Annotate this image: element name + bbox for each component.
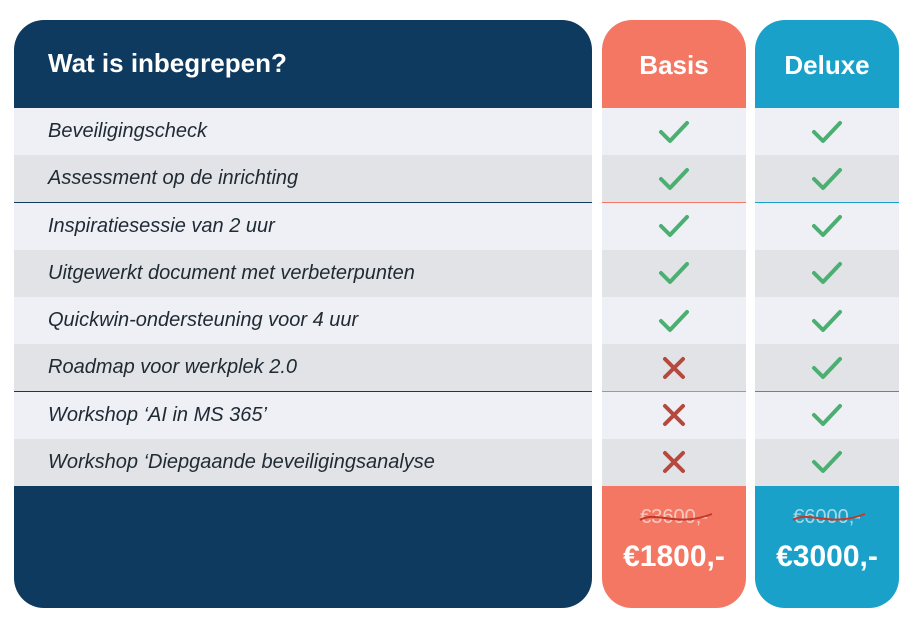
feature-label: Workshop ‘Diepgaande beveiligingsanalyse — [48, 450, 435, 473]
deluxe-plan-heading: Deluxe — [784, 50, 870, 80]
feature-label: Workshop ‘AI in MS 365’ — [48, 403, 267, 426]
table-row — [14, 203, 899, 250]
deluxe-check-icon — [755, 250, 899, 297]
deluxe-check-icon — [755, 439, 899, 486]
table-row — [14, 250, 899, 297]
feature-label: Inspiratiesessie van 2 uur — [48, 214, 275, 237]
table-row — [14, 297, 899, 344]
basis-check-icon — [602, 250, 746, 297]
deluxe-new-price: €3000,- — [776, 540, 878, 573]
basis-strikethrough-icon — [636, 504, 716, 530]
basis-check-icon — [602, 108, 746, 155]
deluxe-strikethrough-icon — [789, 504, 869, 530]
feature-table — [14, 108, 899, 486]
page-title: Wat is inbegrepen? — [48, 48, 287, 78]
table-row — [14, 392, 899, 439]
deluxe-check-icon — [755, 392, 899, 439]
basis-cross-icon — [602, 439, 746, 486]
basis-check-icon — [602, 203, 746, 250]
basis-old-price: €3600,- — [640, 506, 708, 528]
basis-new-price: €1800,- — [623, 540, 725, 573]
feature-label: Assessment op de inrichting — [48, 167, 299, 190]
basis-check-icon — [602, 155, 746, 202]
basis-cross-icon — [602, 344, 746, 391]
feature-label: Quickwin-ondersteuning voor 4 uur — [48, 309, 359, 331]
deluxe-check-icon — [755, 155, 899, 202]
deluxe-check-icon — [755, 108, 899, 155]
deluxe-check-icon — [755, 203, 899, 250]
table-row — [14, 439, 899, 486]
basis-check-icon — [602, 297, 746, 344]
table-row — [14, 108, 899, 155]
deluxe-check-icon — [755, 297, 899, 344]
deluxe-old-price: €6000,- — [793, 506, 861, 528]
table-row — [14, 155, 899, 202]
deluxe-check-icon — [755, 344, 899, 391]
basis-plan-heading: Basis — [639, 50, 709, 80]
feature-label: Uitgewerkt document met verbeterpunten — [48, 261, 415, 284]
feature-label: Beveiligingscheck — [48, 120, 207, 142]
table-row — [14, 344, 899, 391]
basis-cross-icon — [602, 392, 746, 439]
feature-label: Roadmap voor werkplek 2.0 — [48, 356, 298, 379]
